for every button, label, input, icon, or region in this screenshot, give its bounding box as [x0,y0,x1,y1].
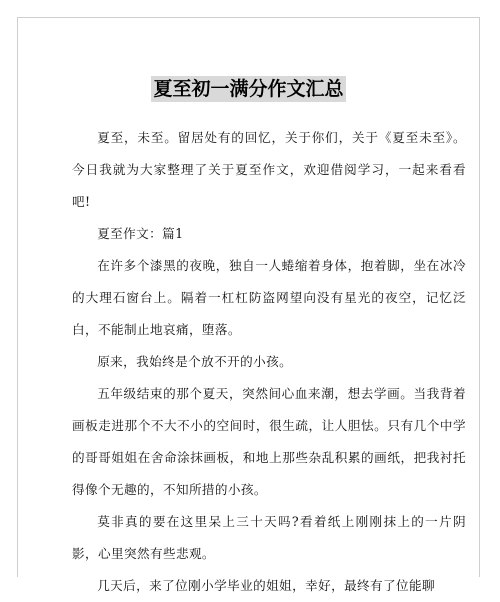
paragraph: 莫非真的要在这里呆上三十天吗?看着纸上刚刚抹上的一片阴影，心里突然有些悲观。 [72,514,466,561]
document-body [72,122,466,602]
paragraph: 几天后，来了位刚小学毕业的姐姐，幸好，最终有了位能聊 [97,578,436,593]
paragraph-heading: 夏至作文：篇1 [97,226,184,241]
document-title: 夏至初一满分作文汇总 [153,78,344,100]
paragraph: 五年级结束的那个夏天，突然间心血来潮，想去学画。当我背着画板走进那个不大不小的空间时，很生疏，让人胆怯。只有几个中学的哥哥姐姐在舍命涂抹画板，和地上那些杂乱积累的画纸，把我衬托得像个无趣的，不知所措的小孩。 [72,386,466,497]
paragraph-intro: 夏至，未至。留居处有的回忆，关于你们，关于《夏至未至》。今日我就为大家整理了关于夏至作文，欢迎借阅学习，一起来看看吧! [72,130,466,209]
paragraph: 在许多个漆黑的夜晚，独自一人蜷缩着身体，抱着脚，坐在冰冷的大理石窗台上。隔着一杠杠防盗网望向没有星光的夜空，记忆泛白，不能制止地哀痛，堕落。 [72,258,466,337]
paragraph: 原来，我始终是个放不开的小孩。 [97,354,293,369]
document-page [17,17,480,593]
title-container [18,76,479,102]
